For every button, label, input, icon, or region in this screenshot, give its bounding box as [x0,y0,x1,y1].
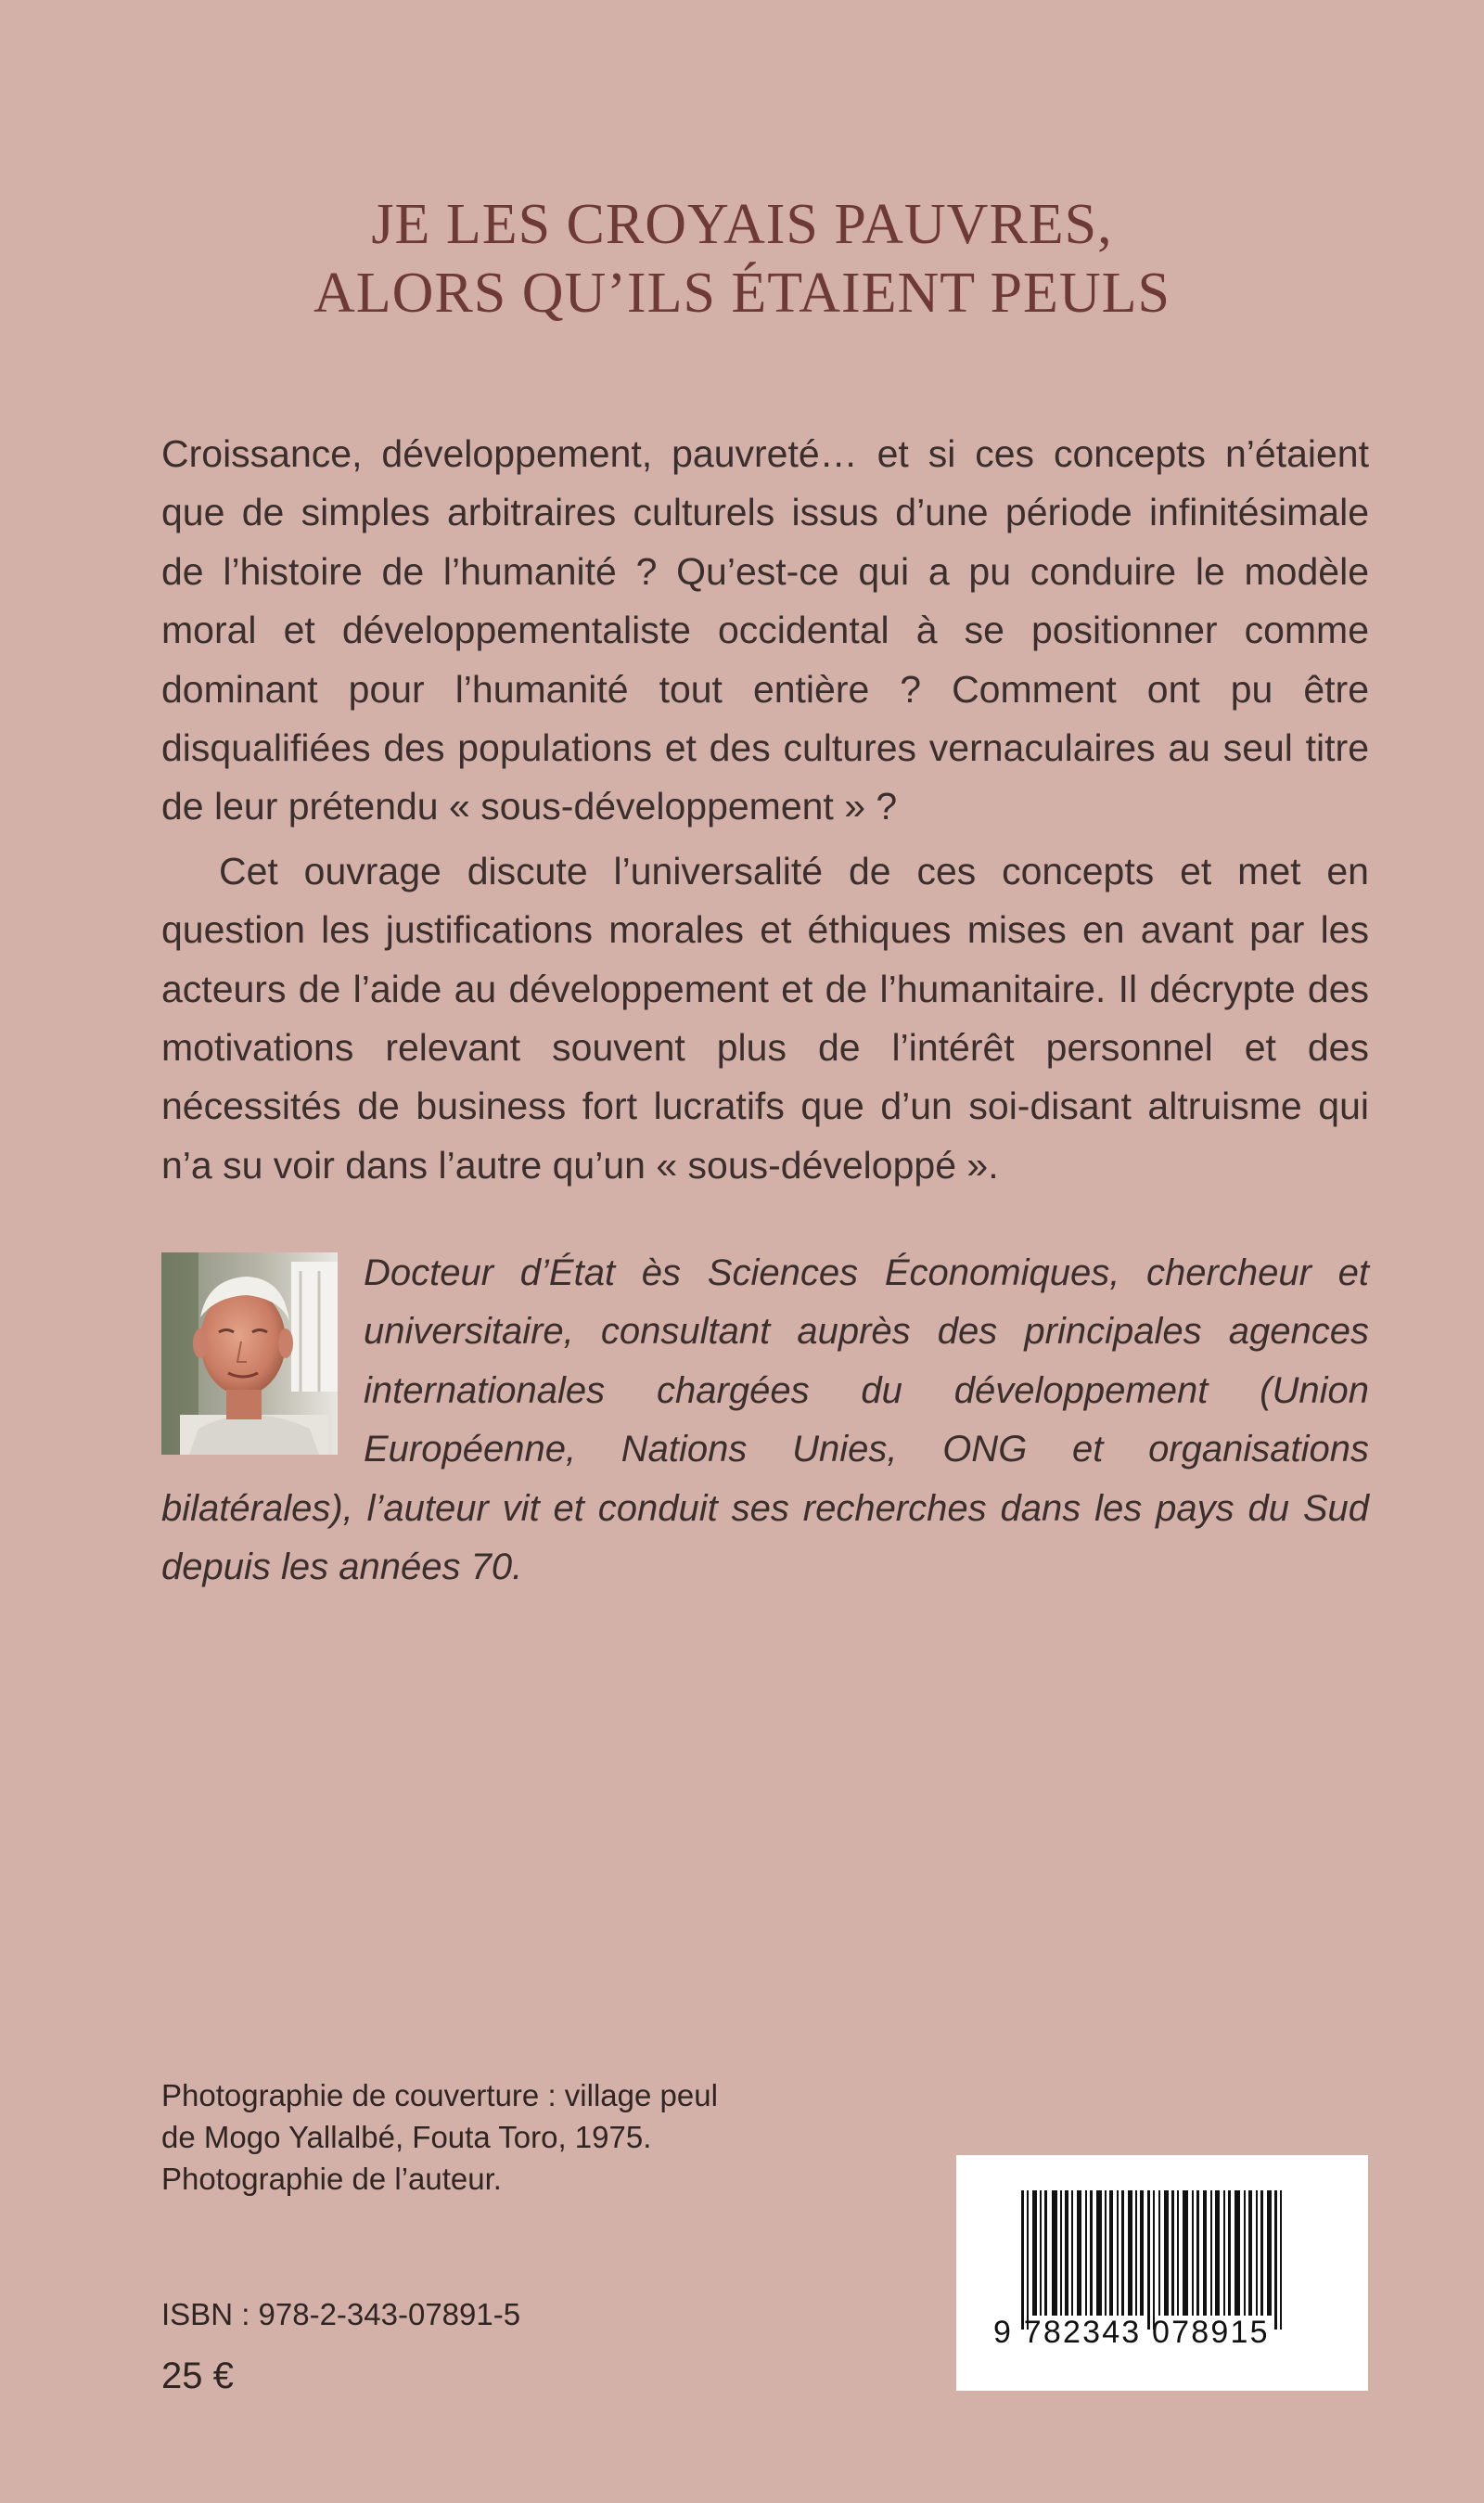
photo-credits-line-3: Photographie de l’auteur. [161,2162,502,2196]
isbn: ISBN : 978-2-343-07891-5 [161,2297,521,2331]
barcode-bars [956,2155,1368,2391]
photo-spacer [161,1244,364,1476]
blurb-paragraph-1: Croissance, développement, pauvreté… et si ces concepts n’étaient que de simples arbitraires culturels issus d’une période infinitésimale de l’histoire de l’humanité ? Qu’est-ce qui a pu conduire le modèle moral et développementaliste occidental à se positionner comme dominant pour l’humanité tout entière ? Comment ont pu être disqualifiées des populations et des cultures vernaculaires au seul titre de leur prétendu « sous-développement » ? [161,432,1369,828]
photo-credits-line-1: Photographie de couverture : village peul [161,2078,718,2112]
photo-credits [161,2074,903,2200]
author-bio-text: Docteur d’État ès Sciences Économiques, chercheur et universitaire, consultant auprès des principales agences internationales chargées du développement (Union Européenne, Nations Unies, ONG et organisations bilatérales), l’auteur vit et conduit ses recherches dans les pays du Sud depuis les années 70. [161,1252,1369,1588]
barcode-digits: 9 782343 078915 [993,2315,1270,2350]
book-title-line-1: JE LES CROYAIS PAUVRES, [371,193,1113,256]
photo-credits-line-2: de Mogo Yallalbé, Fouta Toro, 1975. [161,2120,652,2154]
book-title [0,190,1484,327]
barcode [956,2155,1368,2391]
price: 25 € [161,2355,234,2396]
author-bio [161,1244,1369,1597]
book-title-line-2: ALORS QU’ILS ÉTAIENT PEULS [313,262,1171,325]
blurb [161,425,1369,1195]
blurb-paragraph-2: Cet ouvrage discute l’universalité de ces concepts et met en question les justifications morales et éthiques mises en avant par les acteurs de l’aide au développement et de l’humanitaire. Il décrypte des motivations relevant souvent plus de l’intérêt personnel et des nécessités de business fort lucratifs que d’un soi-disant altruisme qui n’a su voir dans l’autre qu’un « sous-développé ». [161,849,1369,1187]
